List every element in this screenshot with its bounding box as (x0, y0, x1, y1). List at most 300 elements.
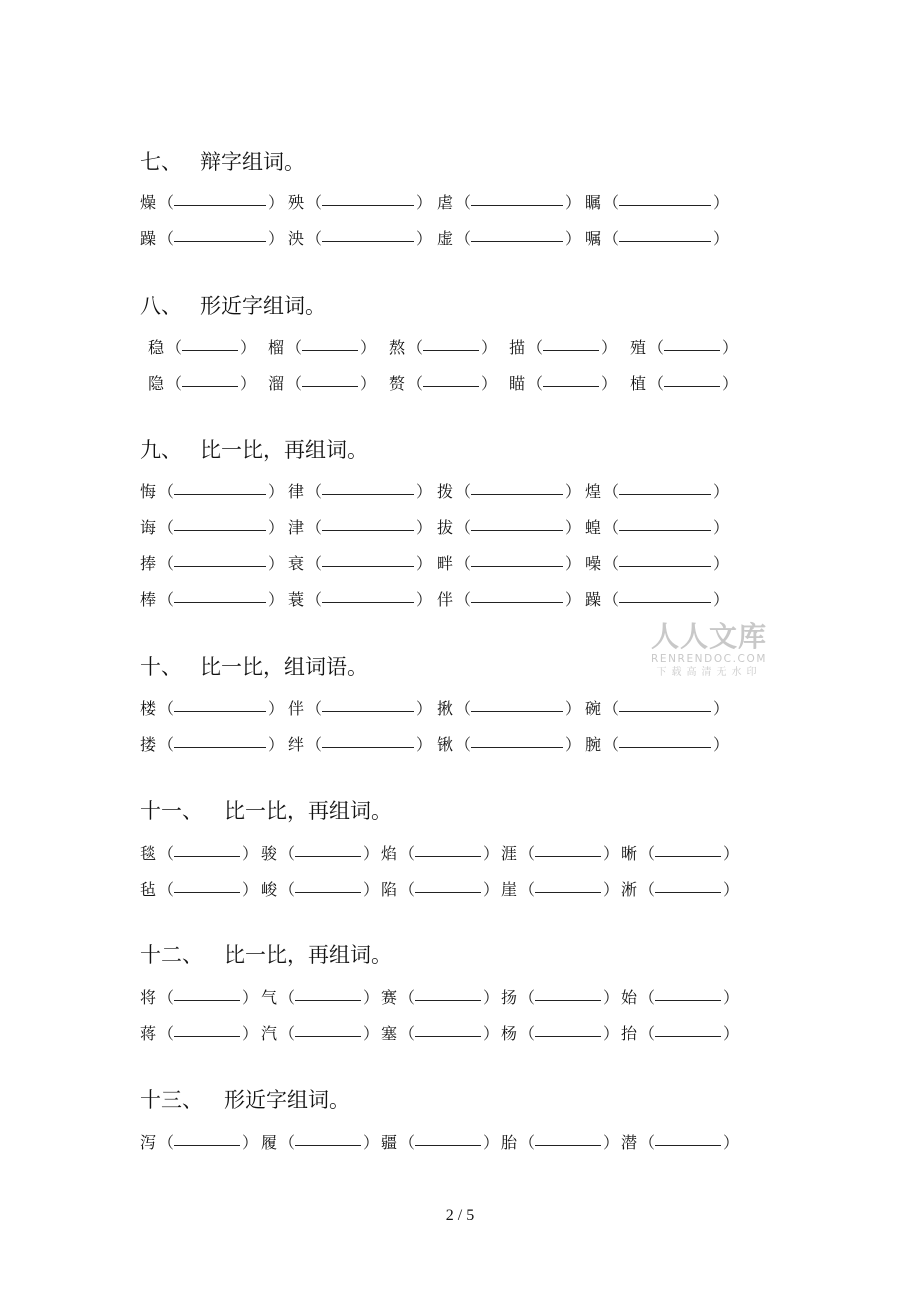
open-paren: （ (286, 338, 303, 357)
close-paren: ） (240, 338, 257, 357)
open-paren: （ (455, 735, 472, 754)
close-paren: ） (565, 229, 582, 248)
word-item (381, 984, 500, 1010)
character: 瞄 (509, 374, 526, 393)
word-item (630, 370, 739, 396)
answer-blank[interactable] (619, 584, 711, 603)
word-item (261, 840, 380, 866)
close-paren: ） (416, 518, 433, 537)
watermark-title: 人人文库 (650, 620, 767, 653)
answer-blank[interactable] (295, 1127, 361, 1146)
section-number: 十二、 (140, 943, 203, 967)
character: 扬 (501, 988, 518, 1007)
open-paren: （ (158, 880, 175, 899)
character: 抬 (621, 1024, 638, 1043)
word-item (621, 1129, 740, 1155)
open-paren: （ (603, 590, 620, 609)
close-paren: ） (360, 374, 377, 393)
open-paren: （ (603, 482, 620, 501)
answer-blank[interactable] (174, 874, 240, 893)
character: 涯 (501, 844, 518, 863)
close-paren: ） (268, 590, 285, 609)
section-title (140, 797, 392, 825)
answer-blank[interactable] (302, 368, 358, 387)
answer-blank[interactable] (655, 838, 721, 857)
section-number: 十三、 (140, 1088, 203, 1112)
open-paren: （ (527, 338, 544, 357)
close-paren: ） (242, 988, 259, 1007)
answer-blank[interactable] (295, 982, 361, 1001)
open-paren: （ (158, 1024, 175, 1043)
close-paren: ） (601, 374, 618, 393)
close-paren: ） (565, 590, 582, 609)
close-paren: ） (268, 193, 285, 212)
word-item (381, 1020, 500, 1046)
word-item (501, 840, 620, 866)
word-item (585, 478, 730, 504)
answer-blank[interactable] (535, 838, 601, 857)
section-number: 九、 (140, 438, 182, 462)
word-row (140, 189, 740, 213)
close-paren: ） (240, 374, 257, 393)
character: 煌 (585, 482, 602, 501)
close-paren: ） (603, 1133, 620, 1152)
close-paren: ） (603, 880, 620, 899)
character: 衰 (288, 554, 305, 573)
answer-blank[interactable] (415, 982, 481, 1001)
answer-blank[interactable] (174, 838, 240, 857)
character: 崖 (501, 880, 518, 899)
character: 楼 (140, 699, 157, 718)
word-item (585, 731, 730, 757)
open-paren: （ (519, 988, 536, 1007)
answer-blank[interactable] (423, 332, 479, 351)
open-paren: （ (158, 1133, 175, 1152)
answer-blank[interactable] (182, 332, 238, 351)
word-item (621, 840, 740, 866)
answer-blank[interactable] (619, 476, 711, 495)
open-paren: （ (519, 880, 536, 899)
open-paren: （ (639, 1024, 656, 1043)
word-item (381, 840, 500, 866)
open-paren: （ (455, 554, 472, 573)
word-item (261, 876, 380, 902)
word-item (437, 514, 582, 540)
close-paren: ） (483, 988, 500, 1007)
open-paren: （ (639, 880, 656, 899)
word-row (140, 334, 740, 358)
answer-blank[interactable] (619, 548, 711, 567)
word-item (437, 695, 582, 721)
word-row (140, 370, 740, 394)
close-paren: ） (713, 554, 730, 573)
close-paren: ） (268, 229, 285, 248)
character: 蓑 (288, 590, 305, 609)
answer-blank[interactable] (543, 332, 599, 351)
open-paren: （ (158, 988, 175, 1007)
close-paren: ） (713, 699, 730, 718)
close-paren: ） (565, 482, 582, 501)
close-paren: ） (603, 988, 620, 1007)
open-paren: （ (166, 374, 183, 393)
word-item (501, 1129, 620, 1155)
open-paren: （ (158, 735, 175, 754)
close-paren: ） (565, 554, 582, 573)
word-item (509, 334, 618, 360)
close-paren: ） (416, 193, 433, 212)
word-item (437, 550, 582, 576)
answer-blank[interactable] (322, 693, 414, 712)
character: 瞩 (585, 193, 602, 212)
word-item (288, 478, 433, 504)
character: 搂 (140, 735, 157, 754)
answer-blank[interactable] (302, 332, 358, 351)
character: 蝗 (585, 518, 602, 537)
open-paren: （ (279, 844, 296, 863)
close-paren: ） (242, 1024, 259, 1043)
answer-blank[interactable] (174, 512, 266, 531)
character: 绊 (288, 735, 305, 754)
word-item (288, 225, 433, 251)
open-paren: （ (158, 554, 175, 573)
open-paren: （ (279, 988, 296, 1007)
answer-blank[interactable] (655, 1127, 721, 1146)
answer-blank[interactable] (174, 982, 240, 1001)
watermark-note: 下载高清无水印 (656, 667, 762, 678)
section-title (140, 148, 305, 176)
answer-blank[interactable] (174, 476, 266, 495)
answer-blank[interactable] (471, 729, 563, 748)
open-paren: （ (399, 988, 416, 1007)
word-item (148, 334, 257, 360)
answer-blank[interactable] (322, 476, 414, 495)
section-title (140, 292, 326, 320)
answer-blank[interactable] (415, 1127, 481, 1146)
open-paren: （ (519, 844, 536, 863)
open-paren: （ (399, 844, 416, 863)
character: 捧 (140, 554, 157, 573)
close-paren: ） (416, 735, 433, 754)
close-paren: ） (483, 844, 500, 863)
open-paren: （ (603, 699, 620, 718)
word-item (148, 370, 257, 396)
section-heading: 形近字组词。 (224, 1088, 350, 1112)
close-paren: ） (603, 844, 620, 863)
answer-blank[interactable] (295, 874, 361, 893)
word-item (501, 876, 620, 902)
character: 始 (621, 988, 638, 1007)
open-paren: （ (455, 699, 472, 718)
word-item (140, 550, 285, 576)
character: 焰 (381, 844, 398, 863)
answer-blank[interactable] (322, 187, 414, 206)
close-paren: ） (416, 554, 433, 573)
close-paren: ） (723, 1024, 740, 1043)
answer-blank[interactable] (471, 223, 563, 242)
open-paren: （ (407, 338, 424, 357)
character: 津 (288, 518, 305, 537)
answer-blank[interactable] (174, 584, 266, 603)
answer-blank[interactable] (182, 368, 238, 387)
word-item (381, 876, 500, 902)
open-paren: （ (648, 374, 665, 393)
character: 虐 (437, 193, 454, 212)
close-paren: ） (713, 482, 730, 501)
word-item (140, 731, 285, 757)
character: 描 (509, 338, 526, 357)
section-heading: 比一比，再组词。 (224, 943, 392, 967)
answer-blank[interactable] (322, 729, 414, 748)
word-item (389, 370, 498, 396)
answer-blank[interactable] (174, 548, 266, 567)
character: 躁 (140, 229, 157, 248)
word-row (140, 840, 740, 864)
answer-blank[interactable] (664, 332, 720, 351)
character: 塞 (381, 1024, 398, 1043)
word-item (621, 984, 740, 1010)
close-paren: ） (363, 1024, 380, 1043)
close-paren: ） (481, 374, 498, 393)
section-title (140, 941, 392, 969)
answer-blank[interactable] (322, 512, 414, 531)
close-paren: ） (565, 193, 582, 212)
answer-blank[interactable] (322, 584, 414, 603)
character: 泱 (288, 229, 305, 248)
character: 杨 (501, 1024, 518, 1043)
close-paren: ） (722, 374, 739, 393)
answer-blank[interactable] (535, 1018, 601, 1037)
word-item (140, 695, 285, 721)
open-paren: （ (399, 1024, 416, 1043)
open-paren: （ (306, 518, 323, 537)
answer-blank[interactable] (423, 368, 479, 387)
answer-blank[interactable] (174, 1127, 240, 1146)
character: 噪 (585, 554, 602, 573)
answer-blank[interactable] (471, 584, 563, 603)
watermark-subtitle: RENRENDOC.COM (650, 653, 768, 665)
open-paren: （ (407, 374, 424, 393)
character: 躁 (585, 590, 602, 609)
open-paren: （ (306, 554, 323, 573)
character: 虚 (437, 229, 454, 248)
close-paren: ） (723, 880, 740, 899)
open-paren: （ (306, 482, 323, 501)
character: 疆 (381, 1133, 398, 1152)
word-item (140, 189, 285, 215)
answer-blank[interactable] (295, 1018, 361, 1037)
word-item (140, 514, 285, 540)
section-heading: 比一比，再组词。 (200, 438, 368, 462)
answer-blank[interactable] (174, 1018, 240, 1037)
open-paren: （ (527, 374, 544, 393)
close-paren: ） (416, 229, 433, 248)
close-paren: ） (723, 988, 740, 1007)
word-item (288, 695, 433, 721)
open-paren: （ (399, 1133, 416, 1152)
word-item (288, 731, 433, 757)
open-paren: （ (519, 1024, 536, 1043)
answer-blank[interactable] (174, 729, 266, 748)
answer-blank[interactable] (174, 187, 266, 206)
character: 诲 (140, 518, 157, 537)
open-paren: （ (306, 590, 323, 609)
close-paren: ） (565, 735, 582, 754)
word-row (140, 1129, 740, 1153)
word-item (585, 225, 730, 251)
close-paren: ） (363, 988, 380, 1007)
close-paren: ） (565, 518, 582, 537)
answer-blank[interactable] (619, 187, 711, 206)
word-item (268, 334, 377, 360)
word-row (140, 514, 740, 538)
word-item (501, 1020, 620, 1046)
open-paren: （ (306, 193, 323, 212)
close-paren: ） (483, 880, 500, 899)
answer-blank[interactable] (655, 874, 721, 893)
section-number: 八、 (140, 294, 182, 318)
answer-blank[interactable] (295, 838, 361, 857)
close-paren: ） (483, 1133, 500, 1152)
character: 赘 (389, 374, 406, 393)
close-paren: ） (722, 338, 739, 357)
close-paren: ） (363, 1133, 380, 1152)
answer-blank[interactable] (471, 512, 563, 531)
answer-blank[interactable] (535, 874, 601, 893)
word-item (585, 514, 730, 540)
word-item (585, 189, 730, 215)
answer-blank[interactable] (664, 368, 720, 387)
answer-blank[interactable] (543, 368, 599, 387)
section-title (140, 1086, 350, 1114)
character: 伴 (288, 699, 305, 718)
word-item (437, 586, 582, 612)
word-item (140, 876, 259, 902)
character: 毯 (140, 844, 157, 863)
word-item (288, 189, 433, 215)
close-paren: ） (416, 590, 433, 609)
word-item (288, 586, 433, 612)
word-item (140, 1020, 259, 1046)
character: 棒 (140, 590, 157, 609)
word-item (437, 189, 582, 215)
answer-blank[interactable] (322, 223, 414, 242)
word-item (140, 984, 259, 1010)
character: 殃 (288, 193, 305, 212)
close-paren: ） (723, 1133, 740, 1152)
answer-blank[interactable] (619, 223, 711, 242)
character: 履 (261, 1133, 278, 1152)
close-paren: ） (603, 1024, 620, 1043)
close-paren: ） (363, 880, 380, 899)
character: 律 (288, 482, 305, 501)
word-item (140, 840, 259, 866)
character: 伴 (437, 590, 454, 609)
answer-blank[interactable] (619, 729, 711, 748)
page-number: 2 / 5 (445, 1207, 475, 1224)
character: 胎 (501, 1133, 518, 1152)
character: 赛 (381, 988, 398, 1007)
word-row (140, 695, 740, 719)
close-paren: ） (242, 844, 259, 863)
section-heading: 比一比，组词语。 (200, 655, 368, 679)
word-item (501, 984, 620, 1010)
character: 峻 (261, 880, 278, 899)
open-paren: （ (158, 193, 175, 212)
open-paren: （ (603, 735, 620, 754)
word-item (261, 984, 380, 1010)
open-paren: （ (279, 880, 296, 899)
answer-blank[interactable] (471, 548, 563, 567)
open-paren: （ (166, 338, 183, 357)
answer-blank[interactable] (471, 187, 563, 206)
answer-blank[interactable] (471, 693, 563, 712)
word-row (140, 876, 740, 900)
open-paren: （ (455, 229, 472, 248)
answer-blank[interactable] (174, 223, 266, 242)
answer-blank[interactable] (655, 1018, 721, 1037)
close-paren: ） (242, 1133, 259, 1152)
word-item (268, 370, 377, 396)
answer-blank[interactable] (535, 1127, 601, 1146)
answer-blank[interactable] (415, 874, 481, 893)
answer-blank[interactable] (415, 1018, 481, 1037)
open-paren: （ (603, 518, 620, 537)
close-paren: ） (723, 844, 740, 863)
open-paren: （ (158, 844, 175, 863)
open-paren: （ (399, 880, 416, 899)
open-paren: （ (279, 1133, 296, 1152)
answer-blank[interactable] (619, 693, 711, 712)
character: 汽 (261, 1024, 278, 1043)
word-item (140, 1129, 259, 1155)
close-paren: ） (713, 229, 730, 248)
word-item (261, 1020, 380, 1046)
answer-blank[interactable] (322, 548, 414, 567)
character: 溜 (268, 374, 285, 393)
word-item (630, 334, 739, 360)
character: 泻 (140, 1133, 157, 1152)
open-paren: （ (639, 1133, 656, 1152)
word-row (140, 1020, 740, 1044)
open-paren: （ (455, 482, 472, 501)
answer-blank[interactable] (415, 838, 481, 857)
answer-blank[interactable] (619, 512, 711, 531)
close-paren: ） (713, 735, 730, 754)
answer-blank[interactable] (655, 982, 721, 1001)
open-paren: （ (603, 554, 620, 573)
word-item (288, 550, 433, 576)
word-item (621, 876, 740, 902)
section-number: 十、 (140, 655, 182, 679)
answer-blank[interactable] (174, 693, 266, 712)
word-item (140, 586, 285, 612)
close-paren: ） (483, 1024, 500, 1043)
open-paren: （ (519, 1133, 536, 1152)
close-paren: ） (416, 482, 433, 501)
character: 碗 (585, 699, 602, 718)
character: 拔 (437, 518, 454, 537)
answer-blank[interactable] (535, 982, 601, 1001)
close-paren: ） (268, 735, 285, 754)
section-title (140, 436, 368, 464)
character: 骏 (261, 844, 278, 863)
section-heading: 形近字组词。 (200, 294, 326, 318)
close-paren: ） (360, 338, 377, 357)
close-paren: ） (565, 699, 582, 718)
answer-blank[interactable] (471, 476, 563, 495)
word-item (585, 695, 730, 721)
character: 嘱 (585, 229, 602, 248)
